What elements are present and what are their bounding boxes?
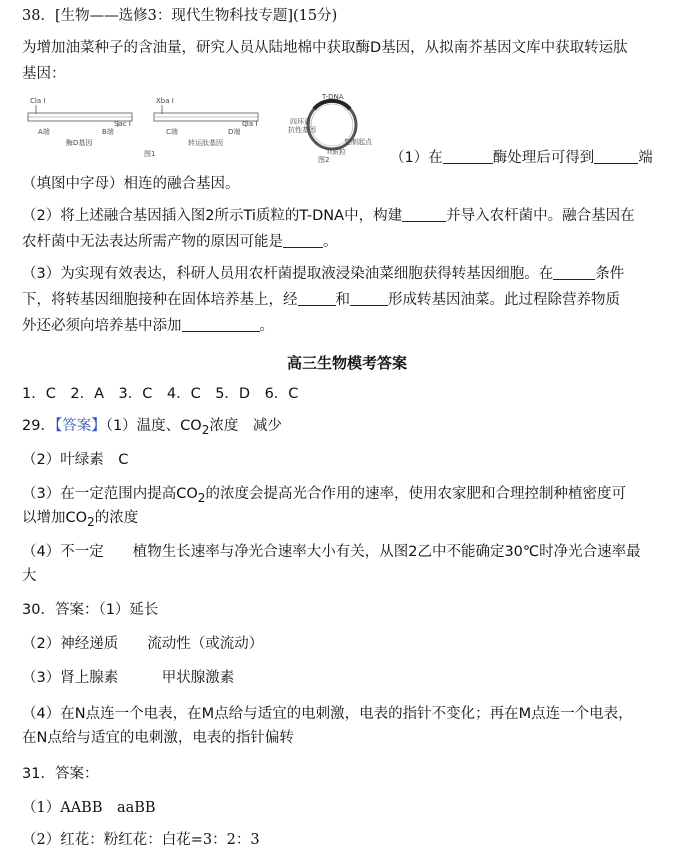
fig-mid-xba-label: Xba Ⅰ — [156, 97, 174, 105]
q38-p2-text-c: 农杆菌中无法表达所需产物的原因可能是 — [22, 234, 283, 250]
q38-p3-text-f: 外还必须向培养基中添加 — [22, 318, 182, 334]
answer-29-3-line2 — [22, 508, 676, 532]
answer-30-1: 30．答案：（1）延长 — [22, 602, 159, 618]
fig1-end-b: B端 — [102, 128, 114, 136]
fig2-left-label-1: 四环素 — [290, 118, 311, 126]
blank-condition — [553, 264, 595, 280]
q38-p2-text-b: 并导入农杆菌中。融合基因在 — [446, 208, 635, 224]
answer-31-2: （2）红花：粉红花：白花=3：2：3 — [22, 832, 260, 848]
blank-process-2 — [350, 290, 388, 306]
q38-p3-text-g: 。 — [259, 318, 274, 334]
fig-mid-cla-label: Cla Ⅰ — [242, 120, 258, 128]
q38-part2-line2 — [22, 232, 676, 252]
q38-intro-line1: 为增加油菜种子的含油量，研究人员从陆地棉中获取酶D基因，从拟南芥基因文库中获取转运肽 — [22, 40, 628, 56]
answer-30-2: （2）神经递质 流动性（或流动） — [22, 636, 264, 652]
fig1-end-a: A端 — [38, 128, 50, 136]
q38-p1-text-b: 酶处理后可得到 — [492, 150, 595, 166]
blank-additive — [182, 316, 260, 332]
blank-end — [594, 148, 638, 164]
q38-p2-text-a: （2）将上述融合基因插入图2所示Ti质粒的T-DNA中，构建 — [22, 208, 403, 224]
answer-tag: 【答案】 — [54, 418, 106, 434]
blank-reason — [283, 232, 323, 248]
q38-p3-text-b: 条件 — [595, 266, 625, 282]
fig2-ti-plasmid — [288, 94, 373, 164]
answer-29-line1 — [22, 416, 676, 440]
answer-29-1-a: （1）温度、CO — [105, 418, 202, 434]
answer-29-1-b: 浓度 减少 — [209, 418, 282, 434]
fig1-gene-name: 酶D基因 — [66, 139, 93, 147]
q38-part1-line1 — [390, 148, 676, 168]
answer-29-num: 29． — [22, 418, 55, 434]
blank-construct — [402, 206, 446, 222]
answer-31-1: （1）AABB aaBB — [22, 800, 156, 816]
answer-30-3: （3）肾上腺素 甲状腺激素 — [22, 670, 235, 686]
fig-mid-gene-name: 转运肽基因 — [188, 139, 223, 147]
answer-29-1-sub: 2 — [201, 422, 210, 437]
fig1-cla-label: Cla Ⅰ — [30, 97, 46, 105]
answers-title: 高三生物模考答案 — [286, 354, 407, 372]
fig-mid-end-c: C端 — [166, 128, 178, 136]
answer-29-4-line1: （4）不一定 植物生长速率与净光合速率大小有关，从图2乙中不能确定30℃时净光合速率最 — [22, 544, 641, 560]
q38-part3-line2 — [22, 290, 676, 310]
blank-enzyme — [443, 148, 493, 164]
blank-process-1 — [298, 290, 336, 306]
q38-p1-text-a: （1）在 — [390, 150, 443, 166]
q38-part3-line3 — [22, 316, 676, 336]
q38-p3-text-c: 下，将转基因细胞接种在固体培养基上，经 — [22, 292, 298, 308]
fig2-right-label: 复制起点 — [344, 138, 372, 146]
answer-29-2: （2）叶绿素 C — [22, 452, 129, 468]
fig-transit-peptide-gene — [154, 97, 258, 147]
answer-29-3-line1 — [22, 484, 676, 508]
fig1-sac-label: Sac Ⅰ — [114, 120, 131, 128]
q38-header: 38．[生物——选修3：现代生物科技专题](15分) — [22, 8, 338, 24]
fig2-tdna-segment — [314, 101, 350, 109]
fig2-caption: 图2 — [318, 156, 330, 164]
answer-31-header: 31．答案： — [22, 766, 99, 782]
q38-part1-line2: （填图中字母）相连的融合基因。 — [22, 176, 240, 192]
q38-figures — [22, 94, 392, 164]
fig2-plasmid-name: Ti质粒 — [326, 148, 347, 156]
q38-part2-line1 — [22, 206, 676, 226]
fig1-enzyme-d-gene — [28, 97, 155, 158]
q38-part3-line1 — [22, 264, 676, 284]
answer-29-3-c: 以增加CO — [22, 510, 88, 526]
answer-29-3-d: 的浓度 — [94, 510, 139, 526]
answers-mc: 1．C 2．A 3．C 4．C 5．D 6．C — [22, 386, 299, 402]
q38-p2-text-d: 。 — [323, 234, 338, 250]
q38-p3-text-e: 形成转基因油菜。此过程除营养物质 — [388, 292, 620, 308]
answer-29-3-sub: 2 — [197, 490, 206, 505]
answer-29-3-a: （3）在一定范围内提高CO — [22, 486, 198, 502]
answer-29-3-sub2: 2 — [87, 514, 95, 529]
q38-intro-line2: 基因： — [22, 66, 66, 82]
answer-30-4-line2: 在N点给与适宜的电刺激，电表的指针偏转 — [22, 730, 294, 746]
answer-29-4-line2: 大 — [22, 568, 37, 584]
fig2-tdna-label: T-DNA — [322, 94, 344, 101]
q38-p3-text-d: 和 — [335, 292, 350, 308]
answer-30-4-line1: （4）在N点连一个电表，在M点给与适宜的电刺激，电表的指针不变化；再在M点连一个电表， — [22, 706, 633, 722]
q38-p1-text-c: 端 — [638, 150, 653, 166]
fig2-left-label-2: 抗性基因 — [288, 126, 316, 134]
answer-29-3-b: 的浓度会提高光合作用的速率，使用农家肥和合理控制种植密度可 — [205, 486, 626, 502]
fig-mid-end-d: D端 — [228, 128, 241, 136]
fig1-caption: 图1 — [144, 150, 156, 158]
q38-p3-text-a: （3）为实现有效表达，科研人员用农杆菌提取液浸染油菜细胞获得转基因细胞。在 — [22, 266, 554, 282]
